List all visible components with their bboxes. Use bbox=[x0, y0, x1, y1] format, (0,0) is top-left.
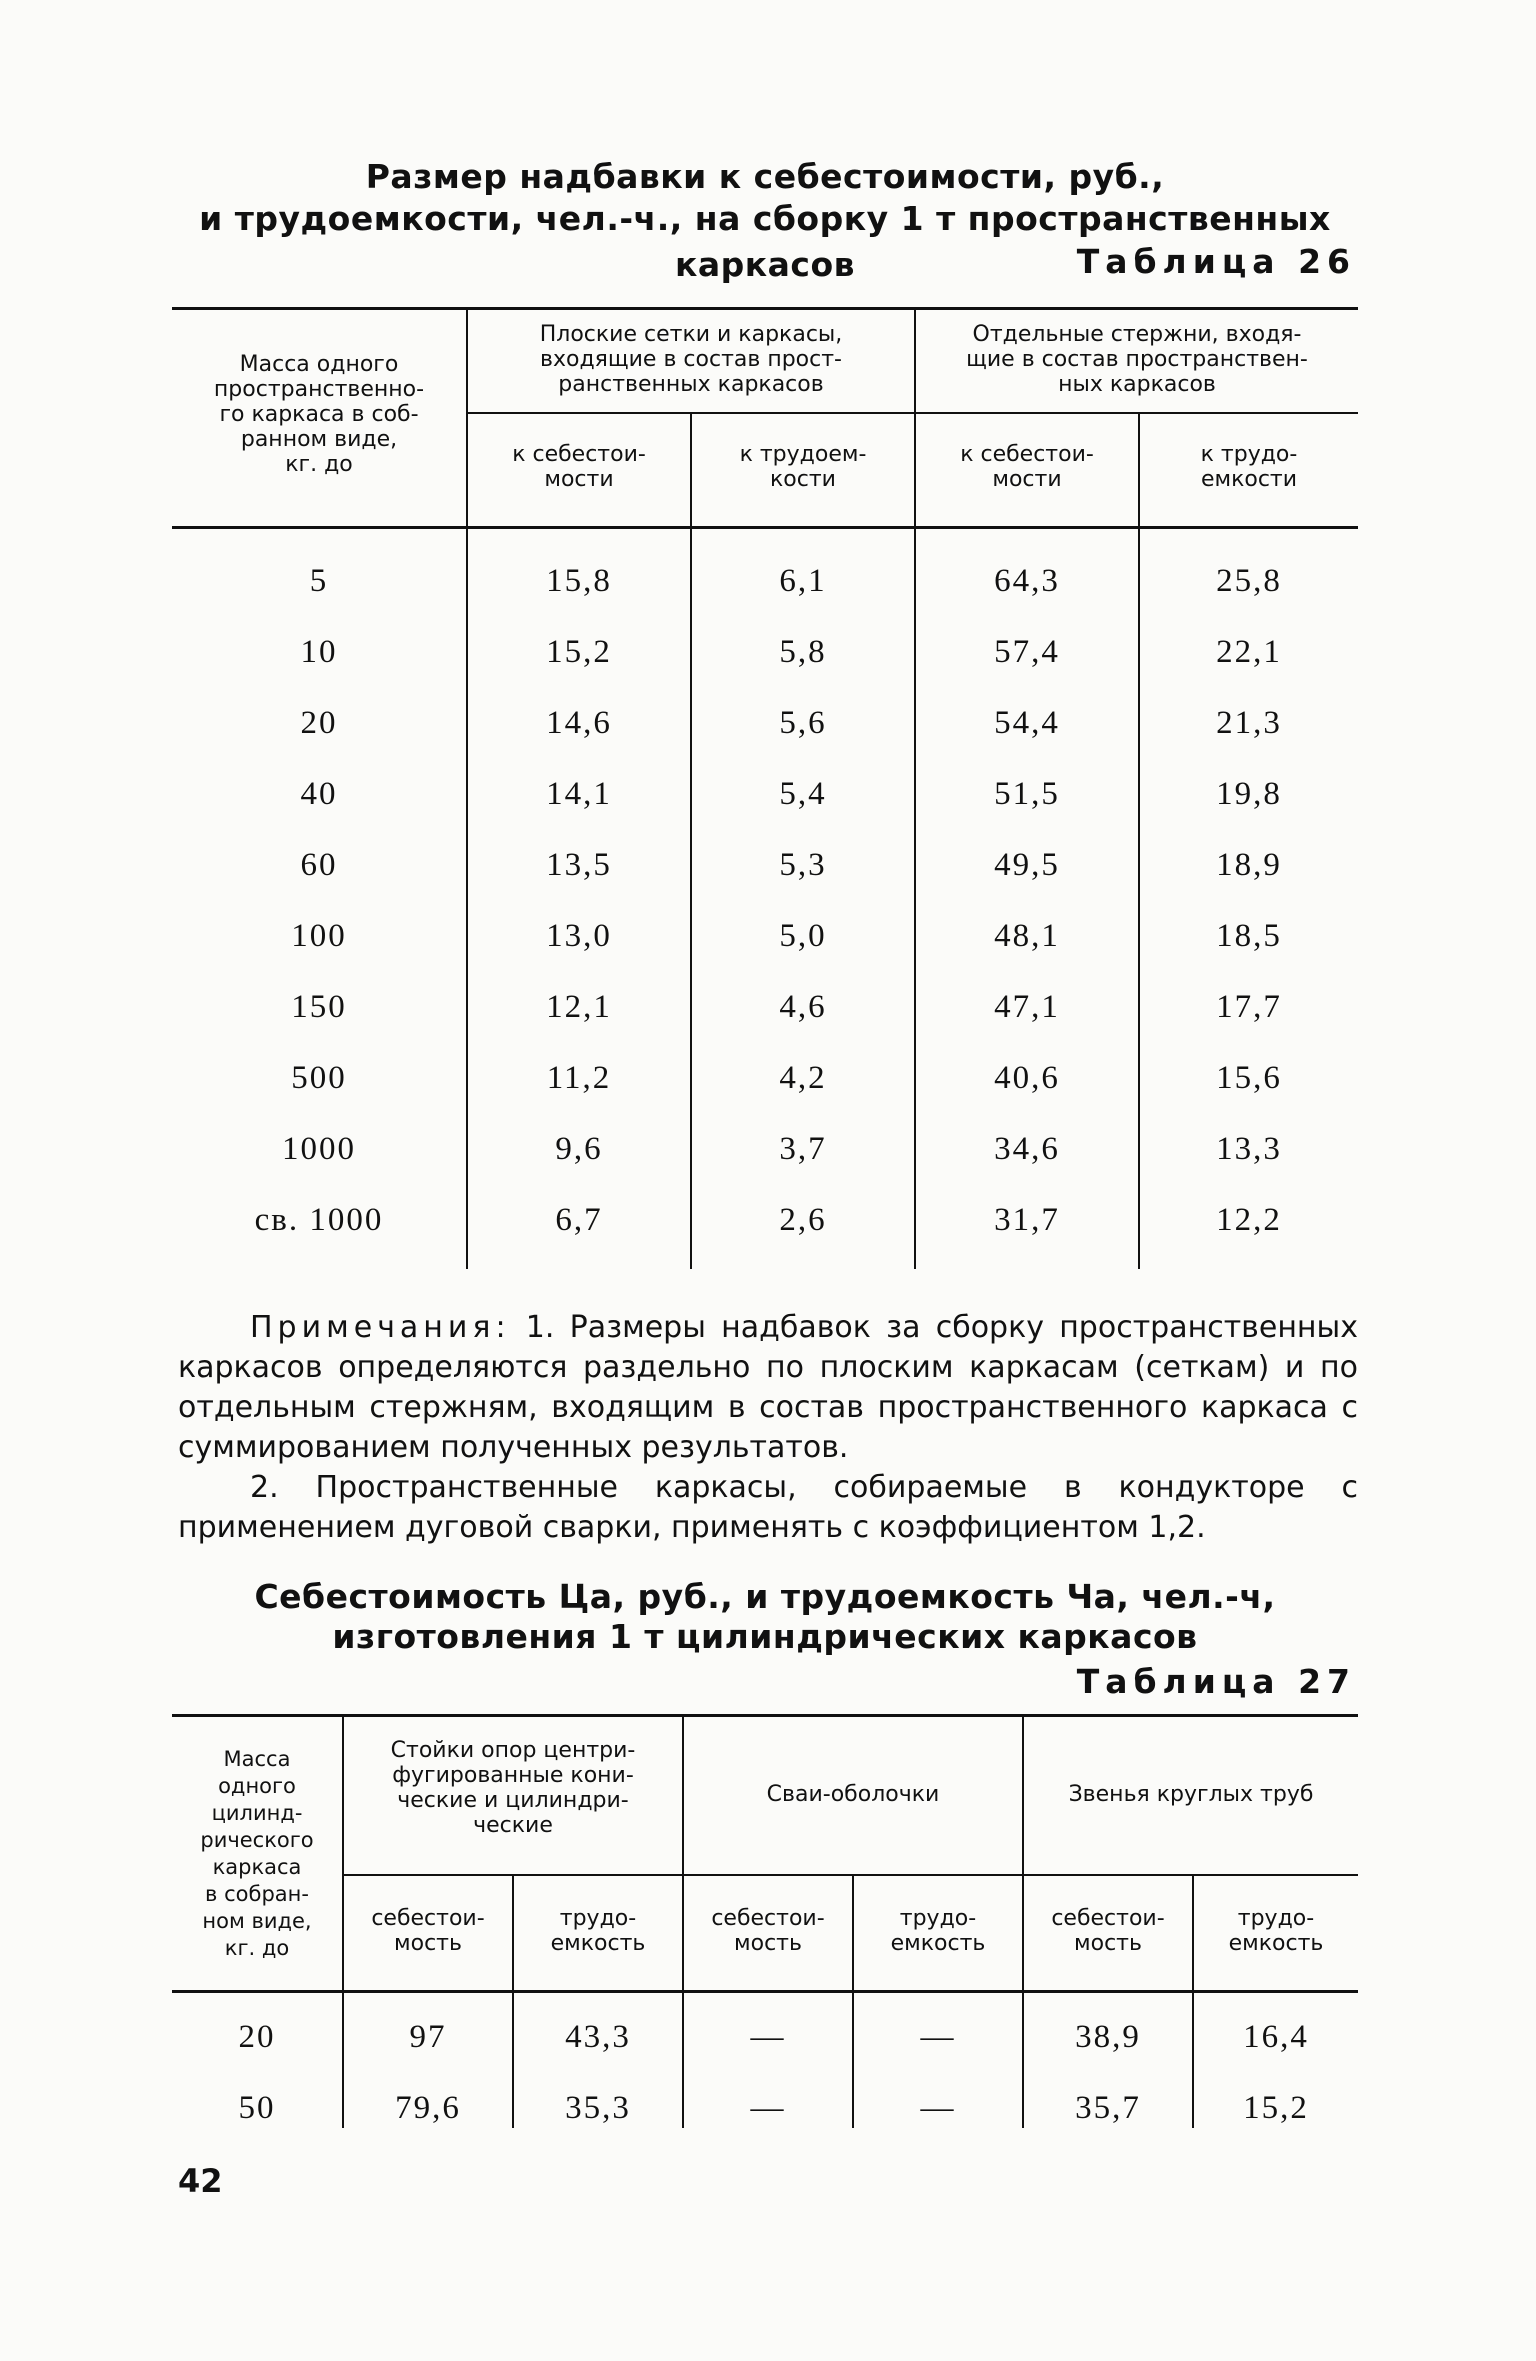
table27-cell: 97 bbox=[409, 2019, 447, 2055]
table26-cell: 22,1 bbox=[1216, 634, 1282, 670]
table26-cell: 14,6 bbox=[546, 705, 612, 741]
table26-cell: 49,5 bbox=[994, 847, 1060, 883]
table26-cell: 54,4 bbox=[994, 705, 1060, 741]
table26-cell: 40 bbox=[300, 776, 338, 812]
table26-cell: 21,3 bbox=[1216, 705, 1282, 741]
table26-cell: 2,6 bbox=[779, 1202, 827, 1238]
table27-label: Таблица 27 bbox=[1076, 1662, 1356, 1701]
table26-title-line1: Размер надбавки к себестоимости, руб., bbox=[365, 157, 1165, 196]
table26-cell: 12,2 bbox=[1216, 1202, 1282, 1238]
table26-cell: 11,2 bbox=[546, 1060, 612, 1096]
table26-cell: 5 bbox=[309, 563, 329, 599]
table27-cell: 50 bbox=[238, 2090, 276, 2126]
table26-cell: 19,8 bbox=[1216, 776, 1282, 812]
table26-cell: 500 bbox=[291, 1060, 347, 1096]
table27-cell: 38,9 bbox=[1075, 2019, 1141, 2055]
table27-title-line2: изготовления 1 т цилиндрических каркасов bbox=[332, 1617, 1198, 1656]
table26-header-rods-group: Отдельные стержни, входя- щие в состав пространствен- ных каркасов bbox=[966, 322, 1308, 397]
table26-cell: 10 bbox=[300, 634, 338, 670]
table26-cell: 20 bbox=[300, 705, 338, 741]
table26-cell: 3,7 bbox=[779, 1131, 827, 1167]
table27-header-pipes-cost: себестои- мость bbox=[1051, 1906, 1165, 1956]
table27-cell: 35,3 bbox=[565, 2090, 631, 2126]
table26-cell: 4,6 bbox=[779, 989, 827, 1025]
table27-cell: 35,7 bbox=[1075, 2090, 1141, 2126]
table26-cell: 57,4 bbox=[994, 634, 1060, 670]
table27-header-pipes-labor: трудо- емкость bbox=[1228, 1906, 1324, 1956]
note-1: 1. Размеры надбавок за сборку пространственных каркасов определяются раздельно по плоским каркасам (сеткам) и по отдельным стержням, входящим в состав пространственного каркаса с суммированием полученных результатов. bbox=[178, 1310, 1358, 1465]
table26-cell: 5,8 bbox=[779, 634, 827, 670]
table26-cell: 4,2 bbox=[779, 1060, 827, 1096]
table26-cell: 6,1 bbox=[779, 563, 827, 599]
table26-header-rods-labor: к трудо- емкости bbox=[1200, 442, 1298, 492]
table27-cell: 43,3 bbox=[565, 2019, 631, 2055]
table26-header-flat-cost: к себестои- мости bbox=[512, 442, 646, 492]
table26-header-mass: Масса одного пространственно- го каркаса в соб- ранном виде, кг. до bbox=[213, 352, 425, 477]
notes-heading: Примечания: bbox=[250, 1310, 511, 1345]
table26-cell: 5,6 bbox=[779, 705, 827, 741]
table27-header-posts-cost: себестои- мость bbox=[371, 1906, 485, 1956]
table27-header-piles-labor: трудо- емкость bbox=[890, 1906, 986, 1956]
table27-cell: — bbox=[920, 2090, 956, 2126]
table26-cell: 40,6 bbox=[994, 1060, 1060, 1096]
note-2: 2. Пространственные каркасы, собираемые в кондукторе с применением дуговой сварки, применять с коэффициентом 1,2. bbox=[178, 1470, 1358, 1545]
table26-cell: 18,9 bbox=[1216, 847, 1282, 883]
table26-cell: 9,6 bbox=[555, 1131, 603, 1167]
table26-cell: 48,1 bbox=[994, 918, 1060, 954]
table26-cell: 150 bbox=[291, 989, 347, 1025]
table26-header-flat-labor: к трудоем- кости bbox=[739, 442, 867, 492]
table26-cell: св. 1000 bbox=[254, 1202, 384, 1238]
table26-cell: 64,3 bbox=[994, 563, 1060, 599]
table27-cell: — bbox=[920, 2019, 956, 2055]
table26-cell: 13,5 bbox=[546, 847, 612, 883]
table27-top-rule bbox=[172, 1714, 1358, 1717]
table27-cell: — bbox=[750, 2019, 786, 2055]
table26-header-flat-group: Плоские сетки и каркасы, входящие в состав прост- ранственных каркасов bbox=[539, 322, 843, 397]
table26-top-rule bbox=[172, 307, 1358, 310]
page-number: 42 bbox=[178, 2162, 223, 2200]
table27-header-rule bbox=[172, 1990, 1358, 1993]
table26-cell: 47,1 bbox=[994, 989, 1060, 1025]
table27-title-line1: Себестоимость Ца, руб., и трудоемкость Ча, чел.-ч, bbox=[254, 1577, 1276, 1616]
table26-cell: 100 bbox=[291, 918, 347, 954]
notes-block bbox=[178, 1308, 1358, 1548]
table26-cell: 1000 bbox=[282, 1131, 356, 1167]
table27-cell: 20 bbox=[238, 2019, 276, 2055]
table26-cell: 14,1 bbox=[546, 776, 612, 812]
table27-header-piles-cost: себестои- мость bbox=[711, 1906, 825, 1956]
table26-cell: 5,4 bbox=[779, 776, 827, 812]
table27-header-piles-group: Сваи-оболочки bbox=[766, 1782, 940, 1807]
table27-cell: 16,4 bbox=[1243, 2019, 1309, 2055]
table26-cell: 18,5 bbox=[1216, 918, 1282, 954]
table26-cell: 13,0 bbox=[546, 918, 612, 954]
table26-cell: 12,1 bbox=[546, 989, 612, 1025]
table26-group-rule bbox=[466, 412, 1358, 414]
table27-header-mass: Масса одного цилинд- рического каркаса в собран- ном виде, кг. до bbox=[200, 1747, 314, 1960]
table26-title-line2: и трудоемкости, чел.-ч., на сборку 1 т пространственных каркасов bbox=[199, 199, 1331, 284]
table26-cell: 15,2 bbox=[546, 634, 612, 670]
table26-cell: 5,0 bbox=[779, 918, 827, 954]
table26-cell: 13,3 bbox=[1216, 1131, 1282, 1167]
table27-cell: 79,6 bbox=[395, 2090, 461, 2126]
table27-header-posts-group: Стойки опор центри- фугированные кони- ческие и цилиндри- ческие bbox=[390, 1738, 636, 1838]
table27-cell: — bbox=[750, 2090, 786, 2126]
table27-cell: 15,2 bbox=[1243, 2090, 1309, 2126]
table26-cell: 15,6 bbox=[1216, 1060, 1282, 1096]
table26-label: Таблица 26 bbox=[1076, 242, 1356, 281]
table26-cell: 6,7 bbox=[555, 1202, 603, 1238]
table26-cell: 31,7 bbox=[994, 1202, 1060, 1238]
table26-cell: 60 bbox=[300, 847, 338, 883]
table26-header-rods-cost: к себестои- мости bbox=[960, 442, 1094, 492]
table26-cell: 51,5 bbox=[994, 776, 1060, 812]
table26-cell: 34,6 bbox=[994, 1131, 1060, 1167]
table27-group-rule bbox=[342, 1874, 1358, 1876]
table26-cell: 15,8 bbox=[546, 563, 612, 599]
table26-header-rule bbox=[172, 526, 1358, 529]
table27-header-posts-labor: трудо- емкость bbox=[550, 1906, 646, 1956]
table27-header-pipes-group: Звенья круглых труб bbox=[1068, 1782, 1314, 1807]
table26-cell: 17,7 bbox=[1216, 989, 1282, 1025]
table26-cell: 5,3 bbox=[779, 847, 827, 883]
table26-cell: 25,8 bbox=[1216, 563, 1282, 599]
